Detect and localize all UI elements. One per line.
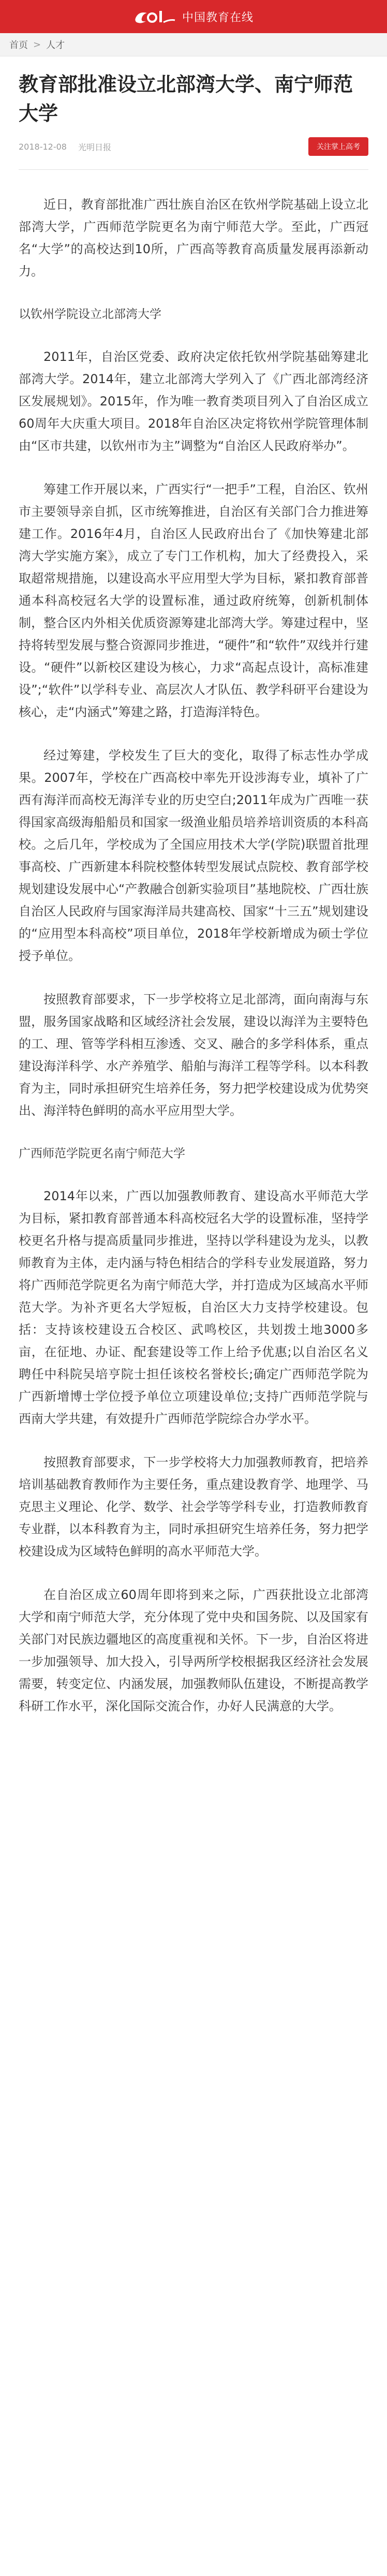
paragraph: 2011年，自治区党委、政府决定依托钦州学院基础筹建北部湾大学。2014年，建立北部湾大学列入了《广西北部湾经济区发展规划》。2015年，作为唯一教育类项目列入了自治区成立60周年大庆重大项目。2018年自治区决定将钦州学院管理体制由“区市共建，以钦州市为主”调整为“自治区人民政府举办”。 (19, 350, 368, 453)
paragraph: 在自治区成立60周年即将到来之际，广西获批设立北部湾大学和南宁师范大学，充分体现了党中央和国务院、以及国家有关部门对民族边疆地区的高度重视和关怀。下一步，自治区将进一步加强领导、加大投入，引导两所学校根据我区经济社会发展需要，转变定位、内涵发展，加强教师队伍建设，不断提高教学科研工作水平，深化国际交流合作，办好人民满意的大学。 (19, 1588, 368, 1713)
site-logo[interactable] (133, 8, 254, 25)
paragraph: 近日，教育部批准广西壮族自治区在钦州学院基础上设立北部湾大学，广西师范学院更名为南宁师范大学。至此，广西冠名“大学”的高校达到10所，广西高等教育高质量发展再添新动力。 (19, 197, 368, 279)
paragraph: 2014年以来，广西以加强教师教育、建设高水平师范大学为目标，紧扣教育部普通本科高校冠名大学的设置标准，坚持学校更名升格与提高质量同步推进，坚持以学科建设为龙头，以教师教育为主体，走内涵与特色相结合的学科专业发展道路，努力将广西师范学院更名为南宁师范大学，并打造成为区域高水平师范大学。为补齐更名大学短板，自治区大力支持学校建设。包括：支持该校建设五合校区、武鸣校区，共划拨土地3000多亩，在征地、办证、配套建设等工作上给予优惠;以自治区名义聘任中科院吴培亨院士担任该校名誉校长;确定广西师范学院为广西新增博士学位授予单位立项建设单位;支持广西师范学院与西南大学共建，有效提升广西师范学院综合办学水平。 (19, 1189, 368, 1426)
paragraph: 按照教育部要求，下一步学校将立足北部湾，面向南海与东盟，服务国家战略和区域经济社会发展，建设以海洋为主要特色的工、理、管等学科相互渗透、交叉、融合的多学科体系，重点建设海洋科学、水产养殖学、船舶与海洋工程等学科。以本科教育为主，同时承担研究生培养任务，努力把学校建设成为优势突出、海洋特色鲜明的高水平应用型大学。 (19, 992, 368, 1118)
breadcrumb-separator: > (33, 39, 41, 50)
breadcrumb (0, 33, 387, 56)
article-date: 2018-12-08 (19, 141, 67, 152)
breadcrumb-home[interactable]: 首页 (9, 40, 28, 51)
article-body (0, 170, 387, 1749)
article-source: 光明日报 (78, 142, 111, 152)
article-meta (0, 128, 387, 169)
breadcrumb-current[interactable]: 人才 (46, 40, 65, 51)
section-heading: 以钦州学院设立北部湾大学 (19, 308, 161, 321)
eol-logo-icon (133, 8, 176, 25)
paragraph: 按照教育部要求，下一步学校将大力加强教师教育，把培养培训基础教育教师作为主要任务，重点建设教育学、地理学、马克思主义理论、化学、数学、社会学等学科专业，打造教师教育专业群，以本科教育为主，同时承担研究生培养任务，努力把学校建设成为区域特色鲜明的高水平师范大学。 (19, 1455, 368, 1559)
section-heading: 广西师范学院更名南宁师范大学 (19, 1147, 185, 1160)
paragraph: 经过筹建，学校发生了巨大的变化，取得了标志性办学成果。2007年，学校在广西高校中率先开设涉海专业，填补了广西有海洋而高校无海洋专业的历史空白;2011年成为广西唯一获得国家高级海船船员和国家一级渔业船员培养培训资质的本科高校。之后几年，学校成为了全国应用技术大学(学院)联盟首批理事高校、广西新建本科院校整体转型发展试点院校、教育部学校规划建设发展中心“产教融合创新实验项目”基地院校、广西壮族自治区人民政府与国家海洋局共建高校、国家“十三五”规划建设的“应用型本科高校”项目单位，2018年学校新增成为硕士学位授予单位。 (19, 748, 368, 963)
site-name: 中国教育在线 (182, 11, 254, 24)
top-header (0, 0, 387, 33)
paragraph: 筹建工作开展以来，广西实行“一把手”工程，自治区、钦州市主要领导亲自抓，区市统筹推进，自治区有关部门合力推进筹建工作。2016年4月，自治区人民政府出台了《加快筹建北部湾大学实施方案》，成立了专门工作机构，加大了经费投入，采取超常规措施，以建设高水平应用型大学为目标，紧扣教育部普通本科高校冠名大学的设置标准，通过政府统筹，创新机制体制，整合区内外相关优质资源筹建北部湾大学。筹建过程中，坚持将转型发展与整合资源同步推进，“硬件”和“软件”双线并行建设。“硬件”以新校区建设为核心，力求“高起点设计，高标准建设”;“软件”以学科专业、高层次人才队伍、教学科研平台建设为核心，走“内涵式”筹建之路，打造海洋特色。 (19, 482, 368, 719)
article-title: 教育部批准设立北部湾大学、南宁师范大学 (19, 73, 353, 125)
follow-button[interactable]: 关注掌上高考 (308, 137, 368, 156)
